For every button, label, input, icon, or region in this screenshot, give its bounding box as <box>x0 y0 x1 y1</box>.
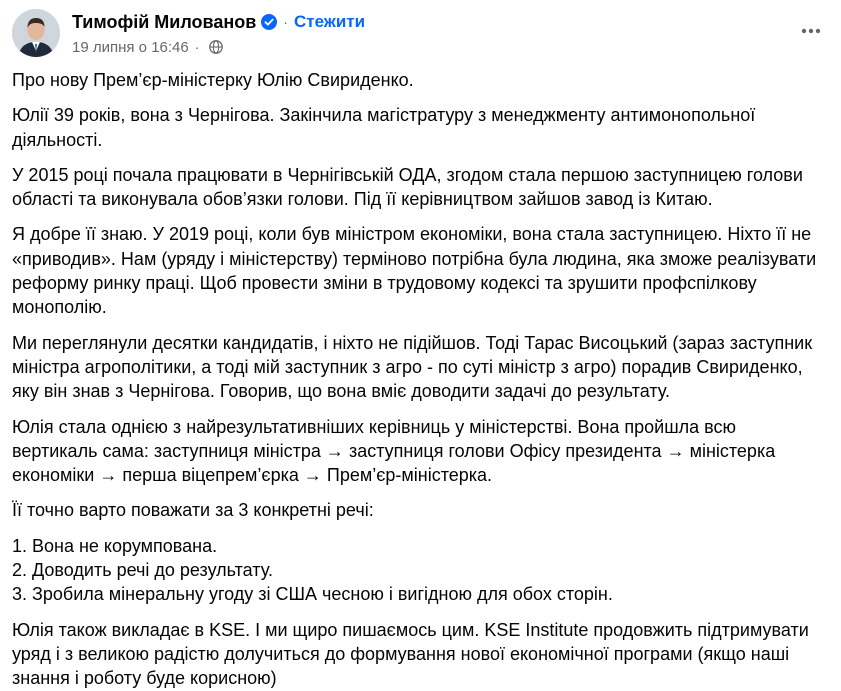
list-item-3: 3. Зробила мінеральну угоду зі США чесною і вигідною для обох сторін. <box>12 584 613 605</box>
follow-button[interactable]: Стежити <box>293 12 366 31</box>
list-item-1: 1. Вона не корумпована. <box>12 535 218 556</box>
post-paragraph-6: Юлія стала однією з найрезультативніших керівниць у міністерстві. Вона пройшла всю вертикаль сама: заступниця міністра → заступниця голови Офісу президента → міністерка економіки → перша віцепрем’єрка → Прем’єр-міністерка. <box>12 416 776 486</box>
separator-dot: · <box>283 14 288 30</box>
post-paragraph-7: Її точно варто поважати за 3 конкретні речі: <box>12 500 374 521</box>
post-timestamp[interactable]: 19 липня о 16:46 <box>72 38 189 56</box>
post-paragraph-5: Ми переглянули десятки кандидатів, і ніхто не підійшов. Тоді Тарас Висоцький (зараз заступник міністра агрополітики, а тоді мій заступник з агро - по суті міністр з агро) порадив Свириденко, яку він знав з Чернігова. Говорив, що вона вміє доводити задачі до результату. <box>12 332 813 402</box>
globe-icon[interactable] <box>209 40 223 54</box>
author-avatar[interactable] <box>12 9 60 57</box>
verified-badge-icon <box>261 14 277 30</box>
name-line <box>72 11 365 33</box>
post-subline <box>72 36 365 58</box>
separator-dot-2: · <box>194 39 200 55</box>
post-paragraph-4: Я добре її знаю. У 2019 році, коли був міністром економіки, вона стала заступницею. Ніхто її не «приводив». Нам (уряду і міністерству) терміново потрібна була людина, яка зможе реалізувати реформу ринку праці. Щоб провести зміни в трудовому кодексі та зрушити профспілкову монополію. <box>12 224 817 318</box>
more-options-button[interactable] <box>793 13 829 49</box>
post-paragraph-3: У 2015 році почала працювати в Чернігівській ОДА, згодом стала першою заступницею голови області та виконувала обов’язки голови. Під її керівництвом зайшов завод із Китаю. <box>12 164 803 210</box>
author-name[interactable]: Тимофій Милованов <box>72 11 257 32</box>
post-list <box>12 534 824 607</box>
more-options-icon <box>801 28 821 34</box>
post-meta <box>72 11 365 58</box>
post-header <box>12 9 829 61</box>
post-paragraph-2: Юлії 39 років, вона з Чернігова. Закінчила магістратуру з менеджменту антимонопольної діяльності. <box>12 105 756 150</box>
list-item-2: 2. Доводить речі до результату. <box>12 560 273 581</box>
post-paragraph-1: Про нову Прем’єр-міністерку Юлію Свириденко. <box>12 70 414 90</box>
post-closing: Юлія також викладає в KSE. І ми щиро пишаємось цим. KSE Institute продовжить підтримувати уряд і з великою радістю долучиться до формування нової економічної програми (якщо наші знання і роботу буде корисною) <box>12 619 809 689</box>
post-content <box>12 68 824 691</box>
avatar-portrait-icon <box>12 9 60 57</box>
